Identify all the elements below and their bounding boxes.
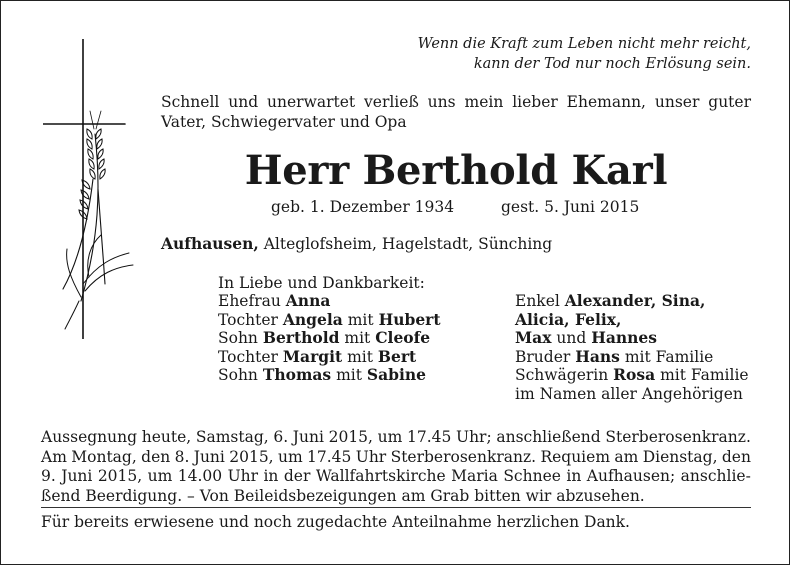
notice-word: Juni bbox=[61, 467, 93, 485]
mourner-pre: Bruder bbox=[515, 347, 576, 366]
mourner-mid: mit Familie bbox=[655, 366, 749, 384]
mourner-b1: Alexander, Sina, bbox=[564, 291, 706, 310]
notice-word: am bbox=[614, 447, 639, 466]
notice-word: Juni bbox=[292, 428, 324, 446]
notice-word: um bbox=[377, 428, 403, 446]
mourner-mid: mit bbox=[342, 347, 378, 366]
notice-word: 6. bbox=[273, 428, 289, 446]
mourners-intro-text: In Liebe und Dankbarkeit: bbox=[218, 274, 425, 292]
notice-word: Aufhausen; bbox=[586, 467, 676, 485]
notice-word: Uhr bbox=[227, 467, 259, 485]
mourner-pre: Ehefrau bbox=[218, 292, 286, 310]
mourner-b2: Hannes bbox=[591, 328, 658, 347]
notice-line: ßend Beerdigung. – Von Beileidsbezeigungen am Grab bitten wir abzusehen. bbox=[41, 486, 645, 505]
mourner-mid: mit bbox=[331, 366, 367, 384]
mourner-b1: Angela bbox=[282, 309, 343, 329]
notice-word: Dienstag, bbox=[642, 447, 718, 466]
mourner-pre: im Namen aller Angehörigen bbox=[515, 384, 743, 403]
places bbox=[161, 234, 552, 254]
quote bbox=[381, 34, 751, 74]
notice-word: Sterberosenkranz. bbox=[390, 447, 537, 466]
notice-word: Uhr; bbox=[456, 428, 492, 446]
notice-word: den bbox=[141, 447, 171, 466]
notice-word: Requiem bbox=[540, 447, 611, 466]
mourner-b1: Hans bbox=[575, 346, 620, 366]
death-date: gest. 5. Juni 2015 bbox=[501, 198, 640, 216]
mourner-b2: Bert bbox=[377, 346, 417, 366]
mourner-line bbox=[218, 366, 441, 385]
notice-word: Sterberosenkranz. bbox=[605, 428, 751, 446]
mourner-line bbox=[218, 329, 441, 348]
mourner-line bbox=[515, 348, 749, 367]
mourners-intro bbox=[218, 274, 425, 293]
mourner-line bbox=[515, 366, 749, 385]
mourner-mid: mit bbox=[342, 310, 379, 329]
mourner-b2: Hubert bbox=[378, 309, 441, 329]
mourner-b2: Sabine bbox=[366, 365, 426, 384]
notice-word: heute, bbox=[141, 428, 192, 446]
notice-word: Montag, bbox=[71, 447, 137, 466]
mourner-pre: Tochter bbox=[218, 310, 283, 329]
notice-word: um bbox=[277, 447, 303, 466]
mourner-pre: Schwägerin bbox=[515, 366, 614, 384]
notice-word: Uhr bbox=[355, 447, 387, 466]
notice-word: Samstag, bbox=[195, 428, 269, 446]
notice-word: in bbox=[263, 467, 279, 485]
notice-line bbox=[41, 448, 751, 468]
notice-word: 14.00 bbox=[177, 467, 223, 485]
mourner-line bbox=[515, 329, 749, 348]
mourner-b1: Margit bbox=[282, 346, 343, 366]
notice-word: in bbox=[566, 467, 582, 485]
divider bbox=[41, 507, 751, 508]
notice-word: anschlie- bbox=[680, 467, 751, 485]
mourner-b1: Thomas bbox=[262, 365, 332, 384]
notice-word: um bbox=[147, 467, 173, 485]
notice-word: Am bbox=[41, 447, 67, 466]
birth-date: geb. 1. Dezember 1934 bbox=[271, 198, 455, 216]
thanks-text: Für bereits erwiesene und noch zugedachte Anteilnahme herzlichen Dank. bbox=[41, 513, 630, 531]
notice-word: den bbox=[721, 447, 751, 466]
notice-word: 17.45 bbox=[307, 447, 352, 466]
notice-word: 2015, bbox=[229, 447, 274, 466]
mourners-right-column bbox=[515, 292, 749, 403]
mourner-pre: Sohn bbox=[218, 329, 263, 347]
cross-with-wheat-icon bbox=[43, 39, 163, 339]
notice-word: Aussegnung bbox=[41, 428, 138, 446]
mourner-b1: Alicia, Felix, bbox=[515, 309, 622, 329]
notice-word: 9. bbox=[41, 467, 56, 485]
mourner-line bbox=[515, 385, 749, 404]
notice-word: anschließend bbox=[496, 428, 601, 446]
mourner-b2: Cleofe bbox=[375, 328, 431, 347]
mourner-line bbox=[218, 292, 441, 311]
notice-word: Wallfahrtskirche bbox=[315, 467, 446, 485]
mourner-b1: Rosa bbox=[613, 365, 656, 384]
place-main: Aufhausen, bbox=[161, 234, 259, 253]
mourner-mid: mit bbox=[339, 329, 376, 347]
mourners-left-column bbox=[218, 292, 441, 385]
notice-line bbox=[41, 467, 751, 487]
intro-text: Schnell und unerwartet verließ uns mein lieber Ehemann, unser guter Vater, Schwiegervater und Opa bbox=[161, 93, 751, 131]
mourner-line bbox=[218, 311, 441, 330]
mourner-mid: und bbox=[551, 329, 592, 347]
notice-word: 2015, bbox=[328, 428, 373, 446]
notice-word: 8. bbox=[174, 447, 190, 466]
notice-word: der bbox=[283, 467, 311, 485]
place-rest: Alteglofsheim, Hagelstadt, Sünching bbox=[258, 235, 553, 253]
notice-word: Maria bbox=[451, 467, 498, 485]
notice-word: 2015, bbox=[97, 467, 143, 485]
mourner-b1: Berthold bbox=[262, 328, 340, 347]
mourner-pre: Sohn bbox=[218, 366, 263, 384]
notice-word: 17.45 bbox=[406, 428, 452, 446]
quote-line: Wenn die Kraft zum Leben nicht mehr reicht, bbox=[417, 36, 751, 52]
mourner-pre: Tochter bbox=[218, 347, 283, 366]
deceased-name: Herr Berthold Karl bbox=[244, 147, 668, 194]
mourner-line bbox=[515, 311, 749, 330]
mourner-line bbox=[515, 292, 749, 311]
notice-word: Juni bbox=[193, 447, 225, 466]
mourner-b1: Anna bbox=[285, 291, 331, 310]
notice-line bbox=[41, 428, 751, 448]
mourner-line bbox=[218, 348, 441, 367]
mourner-b1: Max bbox=[515, 328, 552, 347]
notice-word: Schnee bbox=[503, 467, 561, 485]
quote-line: kann der Tod nur noch Erlösung sein. bbox=[473, 56, 751, 72]
mourner-pre: Enkel bbox=[515, 292, 565, 310]
funeral-notice bbox=[41, 428, 751, 506]
mourner-mid: mit Familie bbox=[619, 347, 714, 366]
